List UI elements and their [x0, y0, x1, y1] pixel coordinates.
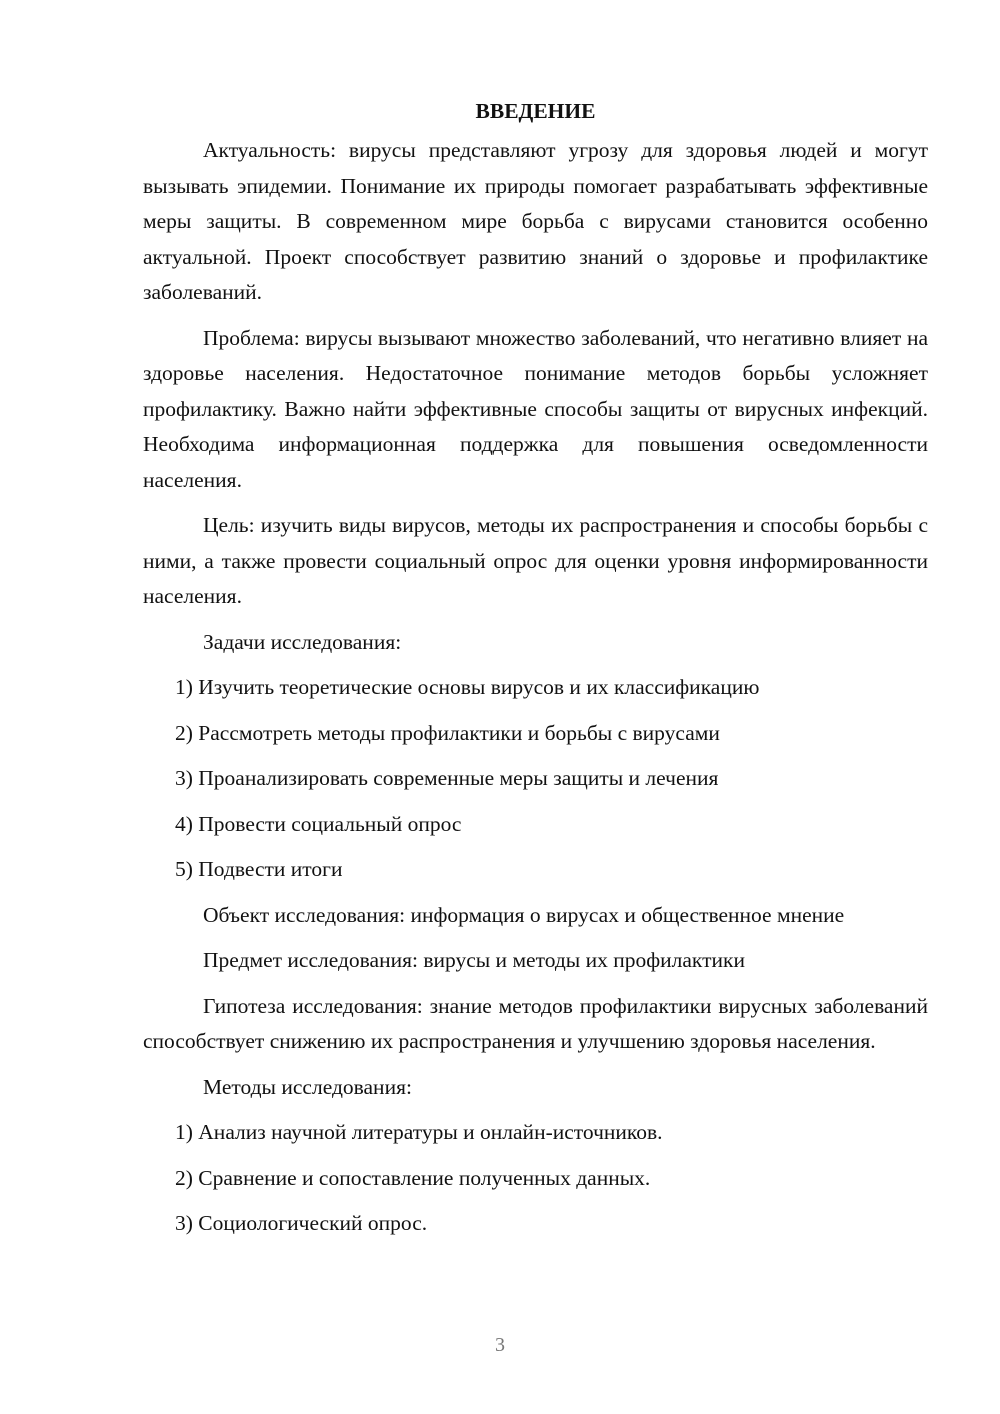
- methods-list: [143, 1115, 928, 1242]
- relevance-paragraph: Актуальность: вирусы представляют угрозу для здоровья людей и могут вызывать эпидемии. Понимание их природы помогает разрабатывать эффективные меры защиты. В современном мире борьба с вирусами становится особенно актуальной. Проект способствует развитию знаний о здоровье и профилактике заболеваний.: [143, 138, 928, 304]
- subject-paragraph: Предмет исследования: вирусы и методы их профилактики: [203, 948, 745, 972]
- problem-paragraph: Проблема: вирусы вызывают множество заболеваний, что негативно влияет на здоровье населения. Недостаточное понимание методов борьбы усложняет профилактику. Важно найти эффективные способы защиты от вирусных инфекций. Необходима информационная поддержка для повышения осведомленности населения.: [143, 325, 928, 492]
- section-title: ВВЕДЕНИЕ: [475, 99, 596, 123]
- tasks-list: [143, 670, 928, 888]
- object-paragraph: Объект исследования: информация о вирусах и общественное мнение: [203, 902, 845, 927]
- hypothesis-paragraph: Гипотеза исследования: знание методов профилактики вирусных заболеваний способствует снижению их распространения и улучшению здоровья населения.: [143, 993, 928, 1053]
- list-item: 5) Подвести итоги: [175, 857, 343, 881]
- list-item: 2) Рассмотреть методы профилактики и борьбы с вирусами: [175, 720, 720, 745]
- tasks-heading: Задачи исследования:: [203, 629, 402, 654]
- list-item: 4) Провести социальный опрос: [175, 811, 462, 836]
- page-content: [143, 96, 928, 1252]
- list-item: 1) Изучить теоретические основы вирусов и их классификацию: [175, 675, 760, 699]
- list-item: 2) Сравнение и сопоставление полученных данных.: [175, 1165, 651, 1190]
- list-item: 3) Проанализировать современные меры защиты и лечения: [175, 766, 719, 790]
- list-item: 3) Социологический опрос.: [175, 1211, 428, 1235]
- list-item: 1) Анализ научной литературы и онлайн-источников.: [175, 1120, 663, 1144]
- page-number: 3: [495, 1334, 505, 1356]
- goal-paragraph: Цель: изучить виды вирусов, методы их распространения и способы борьбы с ними, а также провести социальный опрос для оценки уровня информированности населения.: [143, 513, 928, 608]
- methods-heading: Методы исследования:: [203, 1074, 412, 1099]
